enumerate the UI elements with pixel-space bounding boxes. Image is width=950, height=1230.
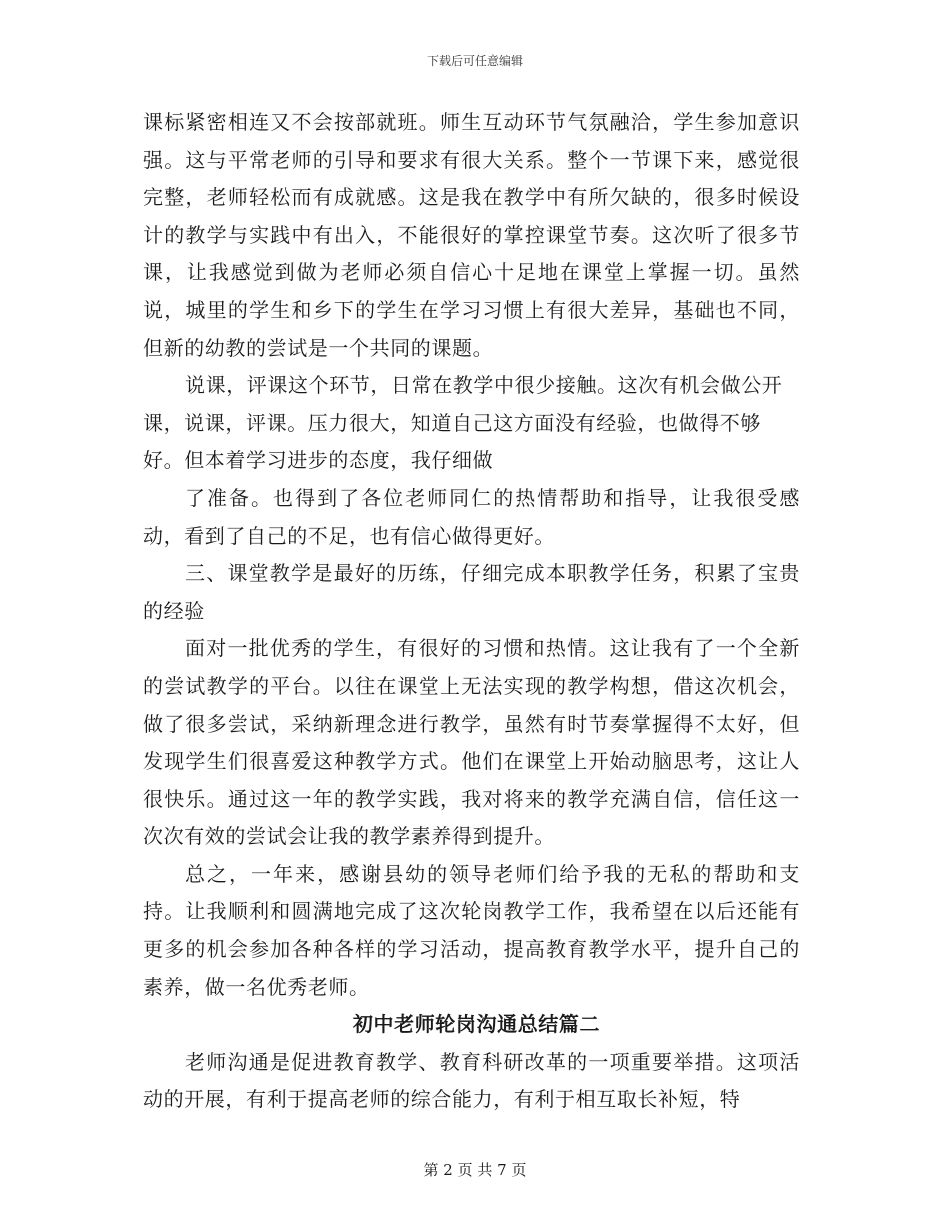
paragraph-article-two-intro: 老师沟通是促进教育教学、教育科研改革的一项重要举措。这项活动的开展，有利于提高老师的综合能力，有利于相互取长补短，特 bbox=[143, 1049, 800, 1112]
paragraph-continuation: 课标紧密相连又不会按部就班。师生互动环节气氛融洽，学生参加意识强。这与平常老师的引导和要求有很大关系。整个一节课下来，感觉很完整，老师轻松而有成就感。这是我在教学中有所欠缺的，很多时候设计的教学与实践中有出入，不能很好的掌控课堂节奏。这次听了很多节课，让我感觉到做为老师必须自信心十足地在课堂上掌握一切。虽然说，城里的学生和乡下的学生在学习习惯上有很大差异，基础也不同，但新的幼教的尝试是一个共同的课题。 bbox=[143, 110, 800, 360]
paragraph-section-three: 三、课堂教学是最好的历练，仔细完成本职教学任务，积累了宝贵的经验 bbox=[143, 561, 800, 623]
section-heading: 初中老师轮岗沟通总结篇二 bbox=[352, 1012, 601, 1037]
paragraph-lesson-review: 说课，评课这个环节，日常在教学中很少接触。这次有机会做公开课，说课，评课。压力很大，知道自己这方面没有经验，也做得不够好。但本着学习进步的态度，我仔细做 bbox=[143, 373, 783, 473]
page-header-note: 下载后可任意编辑 bbox=[426, 54, 523, 68]
page-number: 第 2 页 共 7 页 bbox=[423, 1161, 527, 1179]
document-body bbox=[143, 104, 800, 1119]
paragraph-students: 面对一批优秀的学生，有很好的习惯和热情。这让我有了一个全新的尝试教学的平台。以往在课堂上无法实现的教学构想，借这次机会，做了很多尝试，采纳新理念进行教学，虽然有时节奏掌握得不太好，但发现学生们很喜爱这种教学方式。他们在课堂上开始动脑思考，这让人很快乐。通过这一年的教学实践，我对将来的教学充满自信，信任这一次次有效的尝试会让我的教学素养得到提升。 bbox=[143, 636, 800, 849]
paragraph-preparation: 了准备。也得到了各位老师同仁的热情帮助和指导，让我很受感动，看到了自己的不足，也有信心做得更好。 bbox=[143, 485, 800, 548]
paragraph-summary: 总之，一年来，感谢县幼的领导老师们给予我的无私的帮助和支持。让我顺利和圆满地完成了这次轮岗教学工作，我希望在以后还能有更多的机会参加各种各样的学习活动，提高教育教学水平，提升自己的素养，做一名优秀老师。 bbox=[143, 861, 800, 999]
